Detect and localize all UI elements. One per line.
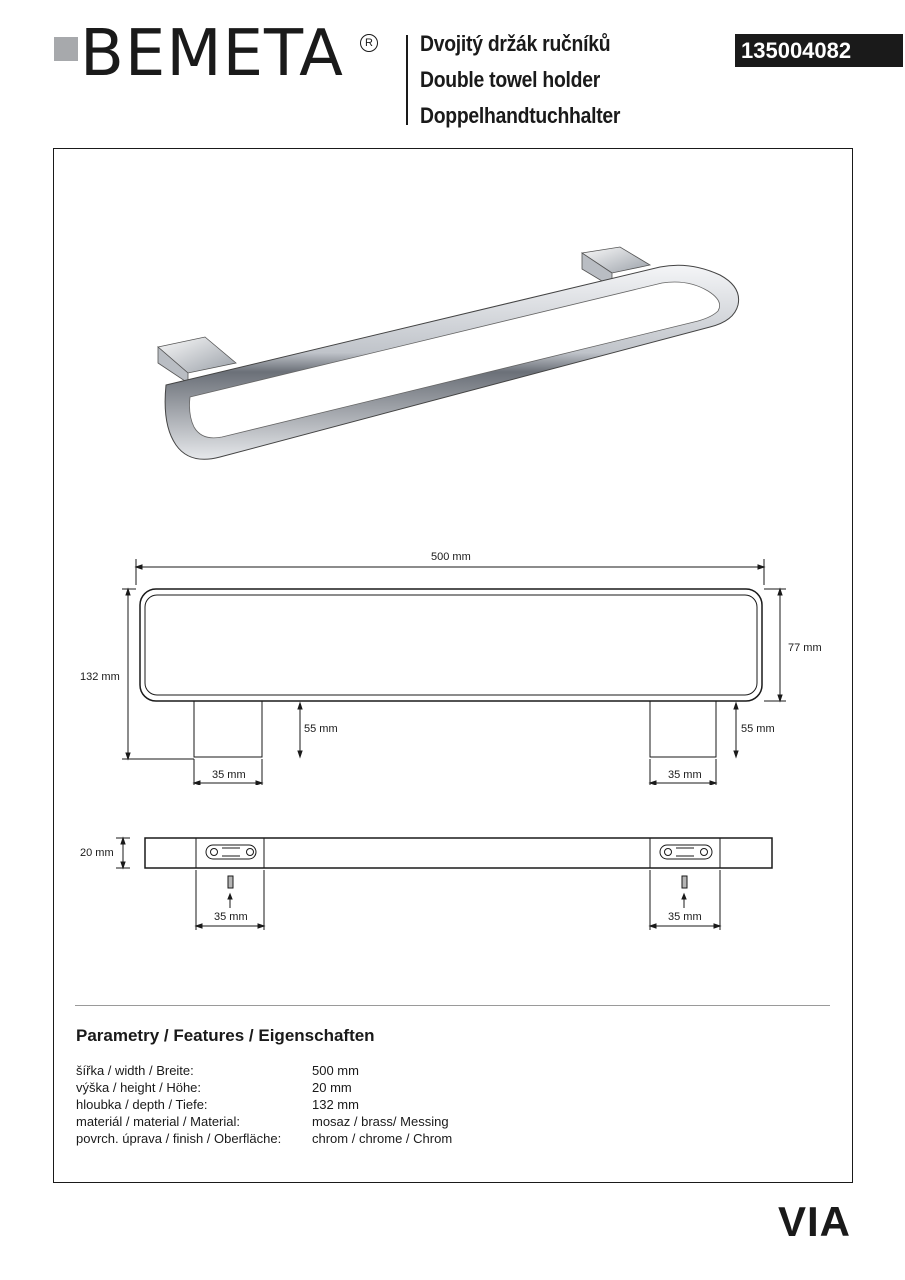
dim-mount-left: 55 mm: [304, 723, 338, 735]
spec-value-width: 500 mm: [312, 1063, 359, 1078]
dim-plate-left: 35 mm: [214, 911, 248, 923]
dim-mount-width-left: 35 mm: [212, 769, 246, 781]
dim-top-height: 20 mm: [80, 847, 114, 859]
spec-value-material: mosaz / brass/ Messing: [312, 1114, 449, 1129]
dim-bar-height: 77 mm: [788, 642, 822, 654]
brand-logo: BEMETA: [80, 17, 344, 91]
dim-width: 500 mm: [431, 551, 471, 563]
product-illustration: [150, 235, 750, 475]
title-divider: [406, 35, 408, 125]
dim-mount-right: 55 mm: [741, 723, 775, 735]
spec-label-finish: povrch. úprava / finish / Oberfläche:: [76, 1131, 282, 1146]
registered-mark: R: [360, 34, 378, 52]
spec-label-material: materiál / material / Material:: [76, 1114, 240, 1129]
spec-label-depth: hloubka / depth / Tiefe:: [76, 1097, 208, 1112]
spec-value-depth: 132 mm: [312, 1097, 359, 1112]
title-german: Doppelhandtuchhalter: [420, 103, 621, 128]
spec-value-height: 20 mm: [312, 1080, 352, 1095]
dim-mount-width-right: 35 mm: [668, 769, 702, 781]
spec-value-finish: chrom / chrome / Chrom: [312, 1131, 453, 1146]
features-heading: Parametry / Features / Eigenschaften: [76, 1026, 375, 1045]
dim-depth: 132 mm: [80, 671, 120, 683]
spec-label-width: šířka / width / Breite:: [76, 1063, 194, 1078]
title-english: Double towel holder: [420, 67, 600, 92]
title-czech: Dvojitý držák ručníků: [420, 31, 611, 56]
features-separator: [75, 1005, 830, 1006]
top-view-drawing: [110, 830, 790, 940]
spec-label-height: výška / height / Höhe:: [76, 1080, 202, 1095]
series-name: VIA: [777, 1198, 851, 1245]
dim-plate-right: 35 mm: [668, 911, 702, 923]
logo-square: [54, 37, 78, 61]
product-code-badge: 135004082: [735, 34, 903, 67]
front-view-drawing: [70, 545, 830, 785]
